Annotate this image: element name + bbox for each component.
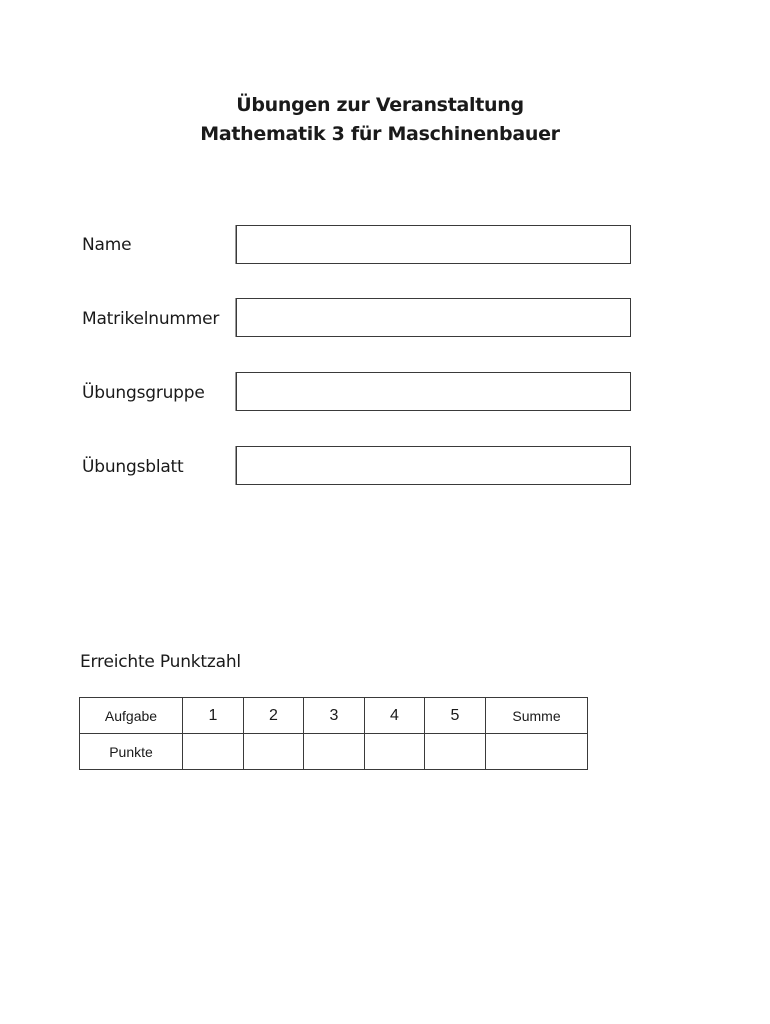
score-table-header-row bbox=[80, 698, 588, 734]
score-section-label: Erreichte Punktzahl bbox=[80, 652, 241, 672]
aufgabe-header-cell: Aufgabe bbox=[80, 698, 183, 734]
page-title-line-2: Mathematik 3 für Maschinenbauer bbox=[200, 123, 560, 145]
task-2-header-cell: 2 bbox=[244, 698, 304, 734]
task-4-points-cell[interactable] bbox=[365, 734, 425, 770]
task-5-header-cell: 5 bbox=[425, 698, 486, 734]
matrikelnummer-label: Matrikelnummer bbox=[82, 309, 220, 329]
uebungsgruppe-field[interactable] bbox=[236, 372, 631, 411]
task-2-points-cell[interactable] bbox=[244, 734, 304, 770]
task-3-points-cell[interactable] bbox=[304, 734, 365, 770]
task-1-header-cell: 1 bbox=[183, 698, 244, 734]
punkte-header-cell: Punkte bbox=[80, 734, 183, 770]
name-field[interactable] bbox=[236, 225, 631, 264]
task-3-header-cell: 3 bbox=[304, 698, 365, 734]
task-5-points-cell[interactable] bbox=[425, 734, 486, 770]
uebungsblatt-field[interactable] bbox=[236, 446, 631, 485]
uebungsgruppe-label: Übungsgruppe bbox=[82, 383, 205, 403]
summe-header-cell: Summe bbox=[486, 698, 588, 734]
task-1-points-cell[interactable] bbox=[183, 734, 244, 770]
page-title-line-1: Übungen zur Veranstaltung bbox=[236, 94, 524, 116]
score-table bbox=[79, 697, 588, 770]
score-table-points-row bbox=[80, 734, 588, 770]
matrikelnummer-field[interactable] bbox=[236, 298, 631, 337]
task-4-header-cell: 4 bbox=[365, 698, 425, 734]
uebungsblatt-label: Übungsblatt bbox=[82, 457, 184, 477]
name-label: Name bbox=[82, 235, 132, 255]
summe-points-cell[interactable] bbox=[486, 734, 588, 770]
